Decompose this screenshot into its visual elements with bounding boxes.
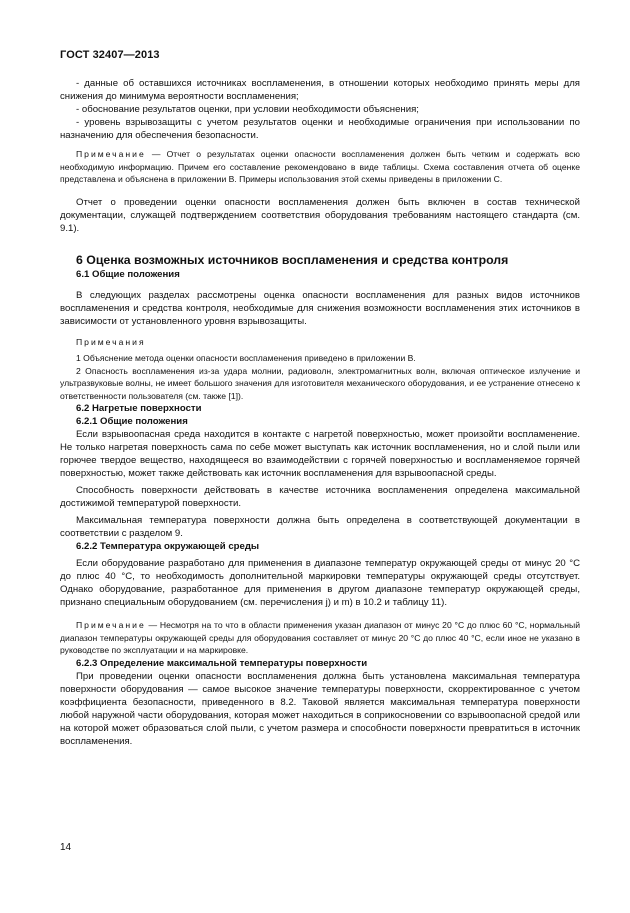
notes-label: Примечания [76, 336, 146, 347]
note-text: — Отчет о результатах оценки опасности воспламенения должен быть четким и содержать всю необходимую информацию. Причем его составление рекомендовано в виде таблицы. Схема составления отчета об оценке представлена и объяснена в приложении В. Примеры использования этой схемы приведены в приложении С. [60, 149, 580, 184]
page-body [60, 77, 580, 748]
list-item-remaining-sources: - данные об оставшихся источниках воспламенения, в отношении которых необходимо принять меры для снижения до минимума вероятности воспламенения; [60, 78, 580, 102]
paragraph-6-2-3: При проведении оценки опасности воспламенения должна быть установлена максимальная температура поверхности оборудования — самое высокое значение температуры поверхности, скорректированное с учетом коэффициента безопасности, приведенного в 8.2. Таковой является максимальная температура поверхности любой наружной части оборудования, которая может находиться в соприкосновении со взрывоопасной средой или на которой может образоваться слой пыли, с учетом размера и способности поверхности превратиться в источник воспламенения. [60, 670, 580, 747]
note-item-1: 1 Объяснение метода оценки опасности воспламенения приведено в приложении В. [76, 353, 416, 363]
paragraph-6-2-1-a: Если взрывоопасная среда находится в контакте с нагретой поверхностью, может произойти воспламенение. Не только нагретая поверхность сама по себе может выступать как источник воспламенения, но и слой пыли или горючее твердое вещество, находящееся во взаимодействии с горячей поверхностью и воспламеняемое горячей поверхностью, может также действовать как источник воспламенения для взрывоопасной среды. [60, 429, 580, 479]
note-item-2: 2 Опасность воспламенения из-за удара молнии, радиоволн, электромагнитных волн, включая оптическое излучение и ультразвуковые волны, не имеет большого значения для изготовителя механического оборудования, и ее устранение отнесено к ответственности пользователя (см. также [1]). [60, 365, 580, 401]
section-6-2-1-heading: 6.2.1 Общие положения [76, 416, 188, 427]
section-6-2-3-heading: 6.2.3 Определение максимальной температуры поверхности [76, 657, 368, 669]
note-label: Примечание [76, 620, 146, 630]
section-6-2-heading: 6.2 Нагретые поверхности [76, 403, 202, 414]
note-ambient-temperature [60, 619, 580, 657]
note-label: Примечание [76, 149, 146, 159]
section-6-1-heading: 6.1 Общие положения [76, 268, 180, 280]
section-6-2-2-heading: 6.2.2 Температура окружающей среды [76, 541, 260, 552]
paragraph-report-inclusion: Отчет о проведении оценки опасности воспламенения должен быть включен в состав технической документации, служащей подтверждением соответствия оборудования требованиям настоящего стандарта (см. 9.1). [60, 196, 580, 234]
paragraph-6-2-1-c: Максимальная температура поверхности должна быть определена в соответствующей документации в соответствии с разделом 9. [60, 515, 580, 539]
paragraph-6-2-1-b: Способность поверхности действовать в качестве источника воспламенения определена максимальной достижимой температурой поверхности. [60, 485, 580, 509]
note-text: — Несмотря на то что в области применения указан диапазон от минус 20 °С до плюс 60 °С, нормальный диапазон температуры окружающей среды для оборудования составляет от минус 20 °С до плюс 40 °С, если иное не указано в руководстве по эксплуатации и на маркировке. [60, 620, 580, 655]
standard-header: ГОСТ 32407—2013 [60, 49, 160, 61]
paragraph-6-2-2: Если оборудование разработано для применения в диапазоне температур окружающей среды от минус 20 °С до плюс 40 °С, то необходимость дополнительной маркировки температуры окружающей среды отсутствует. Однако оборудование, разработанное для применения в другом диапазоне температур окружающей среды, признано специальным оборудованием (см. перечисления j) и m) в 10.2 и таблицу 11). [60, 558, 580, 608]
list-item-justification: - обоснование результатов оценки, при условии необходимости объяснения; [76, 104, 419, 115]
paragraph-6-1: В следующих разделах рассмотрены оценка опасности воспламенения для разных видов источников воспламенения и средства контроля, необходимые для снижения возможности воспламенения этих источников в зависимости от установленного уровня взрывозащиты. [60, 289, 580, 327]
page-number: 14 [60, 842, 72, 853]
list-item-protection-level: - уровень взрывозащиты с учетом результатов оценки и необходимые ограничения при использовании по назначению для обеспечения безопасности. [60, 117, 580, 141]
section-6-heading: 6 Оценка возможных источников воспламенения и средства контроля [76, 252, 509, 267]
note-report [60, 148, 580, 186]
